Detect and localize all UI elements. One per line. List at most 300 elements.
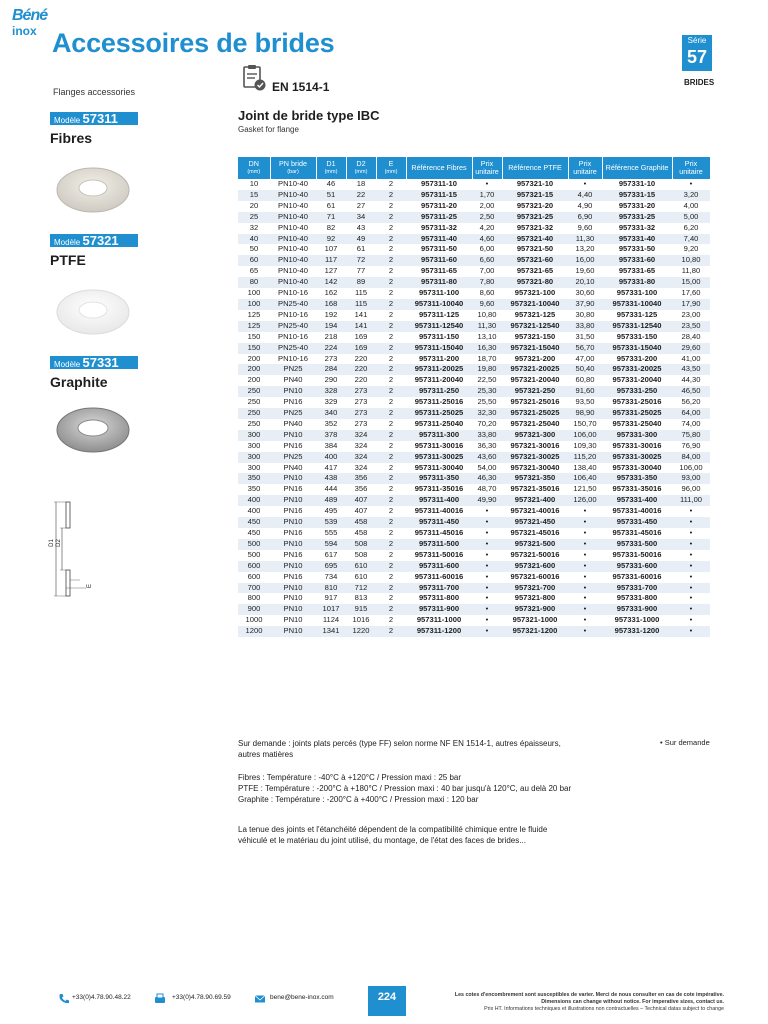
column-header-unit: (bar) (287, 169, 299, 175)
table-cell: 400 (238, 495, 270, 506)
table-cell: 957311-150 (406, 332, 472, 343)
table-cell: 2 (376, 419, 406, 430)
column-header (270, 157, 316, 179)
table-cell: 957331-350 (602, 473, 672, 484)
table-cell: 15,00 (672, 277, 710, 288)
column-header (472, 157, 502, 179)
table-cell: 65 (238, 266, 270, 277)
table-cell: PN10-40 (270, 223, 316, 234)
table-cell: 957321-80 (502, 277, 568, 288)
table-cell: 18,70 (472, 354, 502, 365)
table-cell: PN10-40 (270, 234, 316, 245)
table-cell: 957331-15 (602, 190, 672, 201)
table-cell: 957311-50 (406, 244, 472, 255)
table-cell: 900 (238, 604, 270, 615)
table-cell: 957321-20025 (502, 364, 568, 375)
table-cell: 138,40 (568, 463, 602, 474)
table-cell: 957311-10 (406, 179, 472, 190)
table-cell: 957321-15040 (502, 343, 568, 354)
table-cell: PN10 (270, 583, 316, 594)
table-cell: 11,30 (472, 321, 502, 332)
table-cell: 2 (376, 583, 406, 594)
table-cell: • (672, 517, 710, 528)
table-cell: 77 (346, 266, 376, 277)
gasket-table (238, 157, 711, 637)
table-cell: PN10 (270, 593, 316, 604)
table-cell: 957331-100 (602, 288, 672, 299)
table-cell: 32,30 (472, 408, 502, 419)
table-cell: 957331-30025 (602, 452, 672, 463)
table-cell: 957331-20040 (602, 375, 672, 386)
table-cell: 957331-125 (602, 310, 672, 321)
table-cell: 106,40 (568, 473, 602, 484)
table-cell: 115 (346, 299, 376, 310)
table-cell: 106,00 (568, 430, 602, 441)
table-cell: 957311-40 (406, 234, 472, 245)
table-cell: 300 (238, 463, 270, 474)
column-header (502, 157, 568, 179)
table-cell: 80 (238, 277, 270, 288)
brand-logo (12, 8, 46, 58)
table-cell: • (472, 550, 502, 561)
table-cell: 200 (238, 354, 270, 365)
table-cell: 957311-40016 (406, 506, 472, 517)
certificate-icon (242, 64, 268, 92)
table-cell: PN10 (270, 495, 316, 506)
table-cell: • (472, 517, 502, 528)
table-cell: 6,60 (472, 255, 502, 266)
table-cell: 400 (238, 506, 270, 517)
table-cell: 957331-10040 (602, 299, 672, 310)
table-cell: 141 (346, 310, 376, 321)
table-cell: 957311-1000 (406, 615, 472, 626)
table-cell: 36,30 (472, 441, 502, 452)
table-cell: 141 (346, 321, 376, 332)
table-cell: 957331-20025 (602, 364, 672, 375)
table-cell: 495 (316, 506, 346, 517)
table-row (238, 212, 710, 223)
table-cell: 508 (346, 539, 376, 550)
table-cell: 40 (238, 234, 270, 245)
table-cell: 957311-30025 (406, 452, 472, 463)
table-cell: • (568, 615, 602, 626)
section-title: Joint de bride type IBC (238, 108, 380, 123)
table-cell: 111,00 (672, 495, 710, 506)
table-cell: 28,40 (672, 332, 710, 343)
note-on-demand-line1: Sur demande : joints plats percés (type FF) selon norme NF EN 1514-1, autres épaisseurs, (238, 739, 561, 748)
table-row (238, 561, 710, 572)
table-cell: 49,90 (472, 495, 502, 506)
table-cell: 957321-30025 (502, 452, 568, 463)
table-cell: 13,20 (568, 244, 602, 255)
ptfe-gasket-image (54, 282, 132, 343)
table-cell: • (472, 615, 502, 626)
table-row (238, 550, 710, 561)
table-cell: • (672, 539, 710, 550)
note-on-demand-line2: autres matières (238, 750, 294, 759)
table-cell: 300 (238, 452, 270, 463)
column-header-label: DN (248, 159, 259, 168)
material-ptfe: PTFE (50, 252, 86, 268)
table-cell: 2 (376, 255, 406, 266)
note-on-demand (238, 738, 561, 760)
compat-line2: véhiculé et le matériau du joint utilisé, du montage, de l'état des faces de brides... (238, 836, 526, 845)
table-cell: 329 (316, 397, 346, 408)
footer-phone[interactable]: +33(0)4.78.90.48.22 (72, 994, 131, 1001)
table-cell: PN10-40 (270, 255, 316, 266)
table-cell: 10,80 (472, 310, 502, 321)
model-prefix: Modèle (54, 360, 81, 369)
table-cell: 957331-150 (602, 332, 672, 343)
table-cell: 957311-60 (406, 255, 472, 266)
table-row (238, 266, 710, 277)
table-row (238, 397, 710, 408)
table-cell: 2 (376, 266, 406, 277)
table-cell: 500 (238, 539, 270, 550)
table-cell: 957321-50016 (502, 550, 568, 561)
footer-fax[interactable]: +33(0)4.78.90.69.59 (172, 994, 231, 1001)
column-header-unit: (mm) (354, 169, 368, 175)
model-prefix: Modèle (54, 238, 81, 247)
table-cell: 2 (376, 397, 406, 408)
table-cell: 51 (316, 190, 346, 201)
table-cell: 218 (316, 332, 346, 343)
table-cell: 2 (376, 310, 406, 321)
table-row (238, 223, 710, 234)
table-cell: • (472, 572, 502, 583)
table-cell: 5,00 (672, 212, 710, 223)
table-cell: 957321-30040 (502, 463, 568, 474)
table-cell: PN10-40 (270, 266, 316, 277)
table-cell: 957311-60016 (406, 572, 472, 583)
table-cell: 2 (376, 561, 406, 572)
table-cell: 957331-45016 (602, 528, 672, 539)
table-cell: 800 (238, 593, 270, 604)
table-cell: 539 (316, 517, 346, 528)
table-cell: 2 (376, 593, 406, 604)
table-cell: 2 (376, 452, 406, 463)
table-cell: • (568, 517, 602, 528)
table-cell: 49 (346, 234, 376, 245)
table-row (238, 343, 710, 354)
table-row (238, 539, 710, 550)
table-cell: • (472, 604, 502, 615)
table-cell: 356 (346, 484, 376, 495)
table-cell: 10 (238, 179, 270, 190)
table-cell: 957321-1000 (502, 615, 568, 626)
table-cell: PN25-40 (270, 321, 316, 332)
table-cell: 2 (376, 375, 406, 386)
english-subtitle: Flanges accessories (53, 87, 136, 97)
model-prefix: Modèle (54, 116, 81, 125)
table-cell: 813 (346, 593, 376, 604)
table-row (238, 506, 710, 517)
material-graphite: Graphite (50, 374, 108, 390)
column-header-label: Référence Fibres (411, 163, 467, 172)
table-cell: 957311-400 (406, 495, 472, 506)
table-cell: 169 (346, 343, 376, 354)
table-cell: 96,00 (672, 484, 710, 495)
table-cell: 100 (238, 299, 270, 310)
legal-notice (424, 992, 724, 1013)
table-cell: 957331-30040 (602, 463, 672, 474)
table-cell: 2 (376, 550, 406, 561)
table-cell: 957331-30016 (602, 441, 672, 452)
table-cell: 44,30 (672, 375, 710, 386)
table-cell: 489 (316, 495, 346, 506)
table-cell: • (472, 583, 502, 594)
table-cell: 30,60 (568, 288, 602, 299)
table-cell: 957321-125 (502, 310, 568, 321)
table-cell: 1200 (238, 626, 270, 637)
table-cell: 100 (238, 288, 270, 299)
table-cell: 109,30 (568, 441, 602, 452)
table-cell: 1017 (316, 604, 346, 615)
table-cell: PN10-16 (270, 310, 316, 321)
table-cell: 957311-15 (406, 190, 472, 201)
table-cell: 957311-200 (406, 354, 472, 365)
table-cell: PN40 (270, 375, 316, 386)
table-cell: 2 (376, 430, 406, 441)
table-row (238, 604, 710, 615)
table-cell: 2 (376, 495, 406, 506)
section-subtitle: Gasket for flange (238, 125, 299, 134)
table-cell: 16,00 (568, 255, 602, 266)
table-cell: 17,90 (672, 299, 710, 310)
table-cell: • (568, 626, 602, 637)
table-cell: 2 (376, 473, 406, 484)
table-cell: • (672, 572, 710, 583)
table-cell: 957311-35016 (406, 484, 472, 495)
table-cell: 508 (346, 550, 376, 561)
table-cell: 115 (346, 288, 376, 299)
table-cell: 2 (376, 343, 406, 354)
norm-label: EN 1514-1 (272, 80, 330, 94)
table-cell: 41,00 (672, 354, 710, 365)
compatibility-note (238, 824, 547, 846)
table-cell: 378 (316, 430, 346, 441)
column-header-unit: (mm) (247, 169, 261, 175)
table-cell: 46,50 (672, 386, 710, 397)
table-cell: 2 (376, 179, 406, 190)
table-cell: 555 (316, 528, 346, 539)
table-cell: 957331-40 (602, 234, 672, 245)
table-cell: 117 (316, 255, 346, 266)
table-cell: 284 (316, 364, 346, 375)
table-cell: 957321-250 (502, 386, 568, 397)
table-cell: 352 (316, 419, 346, 430)
table-cell: 2 (376, 386, 406, 397)
table-cell: 957331-12540 (602, 321, 672, 332)
table-cell: 250 (238, 386, 270, 397)
table-cell: PN10 (270, 615, 316, 626)
table-cell: 74,00 (672, 419, 710, 430)
table-cell: 2 (376, 364, 406, 375)
table-cell: PN10 (270, 626, 316, 637)
table-cell: 328 (316, 386, 346, 397)
table-cell: 300 (238, 430, 270, 441)
table-row (238, 495, 710, 506)
table-cell: 2 (376, 190, 406, 201)
table-cell: 2 (376, 201, 406, 212)
table-cell: • (568, 506, 602, 517)
table-cell: 957311-125 (406, 310, 472, 321)
table-cell: 957311-50016 (406, 550, 472, 561)
table-cell: 957311-100 (406, 288, 472, 299)
table-row (238, 190, 710, 201)
table-cell: 957321-1200 (502, 626, 568, 637)
table-cell: 127 (316, 266, 346, 277)
column-header (238, 157, 270, 179)
table-cell: 224 (316, 343, 346, 354)
table-cell: 70,20 (472, 419, 502, 430)
table-cell: 957321-40 (502, 234, 568, 245)
table-cell: 617 (316, 550, 346, 561)
table-cell: 957331-15040 (602, 343, 672, 354)
table-cell: 340 (316, 408, 346, 419)
table-header (238, 157, 710, 179)
table-row (238, 441, 710, 452)
table-cell: 54,00 (472, 463, 502, 474)
table-cell: • (472, 539, 502, 550)
table-cell: 4,90 (568, 201, 602, 212)
table-cell: 33,80 (472, 430, 502, 441)
table-cell: 957321-800 (502, 593, 568, 604)
fax-icon (154, 992, 166, 1010)
table-cell: 71 (316, 212, 346, 223)
table-cell: 957331-200 (602, 354, 672, 365)
serie-number: 57 (686, 47, 708, 67)
table-cell: PN40 (270, 419, 316, 430)
table-cell: 2 (376, 506, 406, 517)
table-cell: PN10-40 (270, 277, 316, 288)
table-cell: 168 (316, 299, 346, 310)
model-number: 57321 (82, 233, 119, 248)
table-cell: 22,50 (472, 375, 502, 386)
table-cell: • (568, 604, 602, 615)
table-cell: 6,00 (472, 244, 502, 255)
table-cell: 273 (316, 354, 346, 365)
table-cell: 2 (376, 288, 406, 299)
column-header-label: Prix unitaire (679, 159, 703, 176)
model-number: 57311 (82, 111, 118, 126)
table-cell: 1000 (238, 615, 270, 626)
table-cell: 957321-60016 (502, 572, 568, 583)
table-cell: 115,20 (568, 452, 602, 463)
table-cell: 957321-350 (502, 473, 568, 484)
table-cell: 957311-25016 (406, 397, 472, 408)
table-row (238, 244, 710, 255)
table-cell: 7,40 (672, 234, 710, 245)
table-cell: 20 (238, 201, 270, 212)
table-row (238, 375, 710, 386)
table-cell: 957321-300 (502, 430, 568, 441)
table-cell: 200 (238, 375, 270, 386)
table-cell: 957321-60 (502, 255, 568, 266)
table-cell: 957331-900 (602, 604, 672, 615)
table-cell: 13,10 (472, 332, 502, 343)
table-cell: 957321-700 (502, 583, 568, 594)
table-cell: 957321-50 (502, 244, 568, 255)
table-cell: 23,00 (672, 310, 710, 321)
model-badge-fibres (50, 112, 138, 125)
table-cell: • (568, 593, 602, 604)
table-cell: 46,30 (472, 473, 502, 484)
table-cell: 957311-15040 (406, 343, 472, 354)
table-cell: 2 (376, 604, 406, 615)
table-cell: 43,60 (472, 452, 502, 463)
table-cell: 600 (238, 561, 270, 572)
table-cell: 200 (238, 364, 270, 375)
table-cell: 957321-20 (502, 201, 568, 212)
table-cell: 2 (376, 484, 406, 495)
table-cell: 324 (346, 463, 376, 474)
table-cell: 30,80 (568, 310, 602, 321)
table-cell: PN10-40 (270, 201, 316, 212)
table-cell: 957331-50016 (602, 550, 672, 561)
table-cell: 594 (316, 539, 346, 550)
table-cell: PN10 (270, 473, 316, 484)
table-cell: 610 (346, 572, 376, 583)
table-cell: 957311-20025 (406, 364, 472, 375)
table-cell: 150 (238, 343, 270, 354)
table-cell: 2 (376, 463, 406, 474)
table-cell: 2 (376, 212, 406, 223)
table-cell: 46 (316, 179, 346, 190)
table-cell: 2,00 (472, 201, 502, 212)
table-cell: 2 (376, 234, 406, 245)
table-cell: 444 (316, 484, 346, 495)
table-cell: 957311-700 (406, 583, 472, 594)
table-cell: 957321-35016 (502, 484, 568, 495)
table-cell: • (472, 626, 502, 637)
table-cell: 957311-65 (406, 266, 472, 277)
table-cell: 350 (238, 473, 270, 484)
table-cell: PN10 (270, 539, 316, 550)
table-cell: 23,50 (672, 321, 710, 332)
table-cell: 957311-30040 (406, 463, 472, 474)
table-cell: 162 (316, 288, 346, 299)
table-cell: 48,70 (472, 484, 502, 495)
table-cell: PN10-40 (270, 212, 316, 223)
table-cell: 917 (316, 593, 346, 604)
table-cell: 957331-1000 (602, 615, 672, 626)
model-badge-ptfe (50, 234, 138, 247)
table-cell: 10,80 (672, 255, 710, 266)
column-header-label: Référence PTFE (508, 163, 562, 172)
table-cell: 407 (346, 506, 376, 517)
table-cell: 957311-45016 (406, 528, 472, 539)
table-cell: 957311-25 (406, 212, 472, 223)
table-cell: 957331-300 (602, 430, 672, 441)
phone-icon (58, 992, 70, 1010)
table-cell: 957331-32 (602, 223, 672, 234)
table-cell: 169 (346, 332, 376, 343)
footer-email[interactable]: bene@bene-inox.com (270, 994, 334, 1001)
table-cell: 734 (316, 572, 346, 583)
table-cell: PN25-40 (270, 343, 316, 354)
table-cell: 957321-200 (502, 354, 568, 365)
table-cell: • (672, 528, 710, 539)
table-row (238, 473, 710, 484)
table-cell: 1341 (316, 626, 346, 637)
table-cell: 220 (346, 364, 376, 375)
brand-suffix: inox (12, 24, 37, 38)
table-cell: 56,20 (672, 397, 710, 408)
table-cell: 89 (346, 277, 376, 288)
column-header-unit: (mm) (384, 169, 398, 175)
table-cell: 220 (346, 354, 376, 365)
